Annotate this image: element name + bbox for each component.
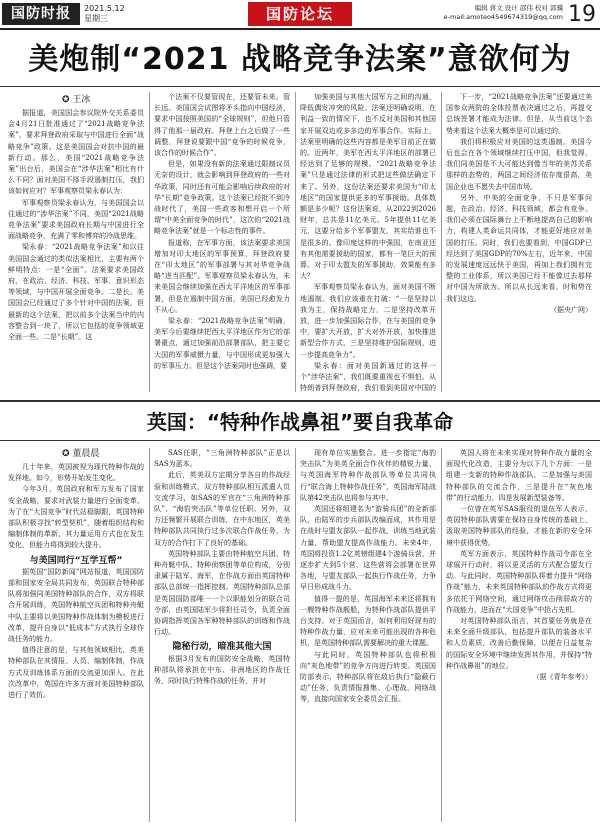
column-divider [441,448,442,822]
date-text: 2021.5.12 [84,4,125,13]
paragraph: 但是，如果没有新的法案通过限制议员无奈的设计，就会影响到拜登政府的一些对华政策，同时还有可能会影响后续政府的对华“长期”竞争政策。这个法案已经批不到冷战时代了，美国一些政客和想开启一个所谓“中美全面竞争的时代”，这次的“2021战略竞争法案”就是一个标志性的事件。 [154,160,290,236]
section-title: 国防论坛 [248,2,352,26]
subheading: 隐秘行动，暗准其他大国 [172,642,272,653]
paragraph: 我们将积极应对美国的这类遏制。美国今后也会在各个领域继续打压中国，但我觉得，我们同美国是不大可能达到像当年的美苏关系那样的态势的，两国之间经济依存度很高，美国企业也不愿失去中国市场。 [446,137,592,191]
weekday-text: 星期三 [84,14,108,23]
divider [0,440,600,441]
article1-byline [62,94,90,106]
article2-column-4 [446,448,592,822]
paragraph: SAS任职，“三角洲特种部队”正是以SAS为蓝本。 [154,449,290,469]
column-divider [295,448,296,822]
source-credit: （据央广网） [550,305,592,314]
masthead [0,0,600,30]
article2-column-3 [300,448,436,822]
newspaper-logo: 国防时报 [2,3,80,25]
paragraph: 与此同时，英国特种部队也将积极向“灰色地带”的竞争方向进行转变。英国国防部表示，特种部队将在敌后执行“隐蔽行动”任务，负责情报搜集、心理战、网络战等，直接向国家安全委员会汇报。 [300,650,436,704]
article2-byline [62,448,99,460]
paragraph: 根据3月发布的国防安全战略，英国特种部队将承担在中东、非洲地区的作战任务，同时执行特殊作战的任务，并对 [154,654,290,686]
paragraph: 值得一提的是，英国海军未来还将拥有一艘特种作战舰船，为特种作战部队提供平台支持。对于英国而言，如何利用好现有的特种作战力量，应对未来可能出现的各种危机，是英国特种部队需要解决的重大课题。 [300,594,436,648]
paragraph: 军事观察员梁永春认为，面对美国不断地遏制。我们应该重在打破：“一是坚持以我为主，保持战略定力，二是坚持改革开放，进一步加强国际合作，在与美国的竞争中，要扩大开放，扩大对外开放，加快推进新型合作方式，三是坚持维护国际规则，进一步提高竞争力”。 [300,283,436,359]
paragraph: 个法案不仅要管现在，还要管未来。管长远。美国国会试图将矛头指向中国经济，要求中国按照美国的“全球规则”，但他只管得了他那一届政府。拜登上台之后做了一些调整，拜登说要跟中国“竞争的时候竞争，该合作的时候合作”。 [154,93,290,158]
issue-date [84,4,125,24]
paragraph: 加强美国与其他大国军方之间的沟通，降低偶发冲突的风险。法案还明确说明，在利益一致的情况下，也不反对美国和其他国家开展双边或多多边的军事合作。实际上，法案里明确的这些内容都是美军目前正在做的。近两年，美军在西太平洋地区的部署已经达到了足够的规模。“2021战略竞争法案”只是通过法律的形式把这些做法确定下来了。另外，这份法案还要求美国为“印太地区”的国家提供更多的军事援助。具体数额是多少呢？这份法案说，从2022到2026财年，总共是11亿美元。5年提供11亿美元，这要分给多个军事盟友，其实给谁也不是很多的。像印度这样的中强国，在南亚还有其他需要援助的国家，都有一笔巨大的预算。对于印太盟友的军事援助，效果能有多大？ [300,93,436,281]
section-divider [0,400,600,402]
divider [0,86,600,87]
article1-column-1 [8,108,144,394]
column-divider [295,92,296,392]
paragraph: 现有单位实施整合。进一步指定“海豹突击队”为美英全面合作伙伴的精锐力量，与英国海军特种作战部队等单位共同执行“联合海上特种作战任务”，英国海军陆战队第42突击队也将参与其中。 [300,449,436,502]
column-divider [149,448,150,822]
paragraph: 梁永春：面对美国新通过的这样一个“涉华法案”，我们既要重视也不惧怕。从特朗普到拜登政府，我们看到美国对中国的 [300,361,436,393]
source-credit: （据《青年参考》） [532,673,592,682]
paragraph: 英国人将在未来实现对特种作战力量的全面现代化改造，主要分为以下几个方面：一是组建一支新的特种作战部队，二是加强与美国特种部队的交流合作，三是提升在“灰色地带”的行动能力，四是发展新型装备等。 [446,449,592,502]
paragraph: 据英国“国防新闻”网站报道，英国国防部和国家安全局共同发布，英国联合特种部队将加强同美国特种部队的合作，双方将联合开展训练，英国特种航空兵团和特种舟艇中队主要将以美国特种作战体制为模板进行改革，提升自身以“低成本”方式执行全球作战任务的能力。 [8,567,144,644]
paragraph: 下一步，“2021战略竞争法案”还要通过美国参众两院的全体投票表决通过之后，再提交总统签署才能成为法律。但是，从当前这个态势来看这个法案大概率是可以通过的。 [446,93,592,135]
article1-headline: 美炮制“2021 战略竞争法案”意欲何为 [28,42,572,77]
article2-headline: 英国：“特种作战鼻祖”要自我革命 [146,410,454,434]
paragraph: 英国特种部队主要由特种航空兵团、特种舟艇中队、特种侦察团等单位构成，分别隶属于陆军、海军，在作战方面由英国特种部队总部统一指挥控制。英国特种部队总部是英国国防部唯一一个以职能划分的联合司令部，由英国陆军少将担任司令，负责全面协调指挥英国各军种特种部队的训练和作战行动。 [154,549,290,637]
article1-column-2 [154,92,290,394]
author-mark-icon: ✪ [62,95,73,105]
paragraph: 军事观察员梁永春认为，与美国国会以往通过的“涉华法案”不同，美国“2021战略竞争法案”要求美国政府长期与中国进行全面战略竞争，充满了零和博弈的冷战思维。 [8,198,144,241]
paragraph: 几十年来，英国被视为现代特种作战的发祥地。如今，形势开始发生变化。 [8,463,144,483]
paragraph: 一位曾在英军SAS服役的退伍军人表示，英国特种部队需要在保持自身传统的基础上，汲取美国特种部队的经验，才能在新的安全环境中获得优势。 [446,505,592,547]
author-mark-icon: ✪ [62,449,73,459]
article1-column-4 [446,92,592,394]
article1-column-3 [300,92,436,394]
paragraph: 报道称，在军事方面，该法案要求美国增加对印太地区的军事预算，拜登政府要在“印太地区”的军事部署与其对华竞争战略“进当匹配”。军事观察员梁永春认为，未来美国会继续加强在西太平洋地区的军事部署，但是在遏制中国方面，美国已经愈发力不从心。 [154,238,290,314]
editors-text: 编辑 蒋文 设计 邵伟 校对 郭骥 [474,4,563,12]
editor-credits [408,4,563,22]
subheading: 与美国同行“互学互帮” [29,555,123,566]
page-number: 19 [568,2,596,27]
paragraph: 对英国特种部队而言，其首要任务就是在未来全面升级部队，包括提升部队的装备水平和人员素质，改善后勤保障，以便在日益复杂的国际安全环境中继续发挥其作用，并保持“特种作战鼻祖”的地位。 [446,617,592,670]
paragraph: 此后，英美双方定期分享各自的作战经验和训练模式，双方特种部队相互派遣人员交流学习，如SAS的军官在“三角洲特种部队”、“海豹突击队”等单位任职。另外，双方还频繁开展联合训练，在中东地区，英美特种部队共同执行过多次联合作战任务，为双方的合作打下了良好的基础。 [154,471,290,547]
email-text: e-mail:amoteo4549674319@qq.com [443,13,563,21]
author-name: 董晨晨 [72,449,100,459]
paragraph: 另外，中美的全面竞争，不只是军事问题，在政治、经济、科技领域，都会有竞争。我们必须在国际舞台上不断地提高自己的影响力，构建人类命运共同体，才能更好地应对美国的打压。同时，我们也要看到，中国GDP已经达到了美国GDP的70%左右，近年来，中国的发展速度远远快于美国，再加上我们拥有完整的工业体系，所以美国已经不能像过去那样对中国为所欲为。所以从长远来看，时和势在我们这边。 [446,193,592,303]
paragraph: 梁永春：“2021战略竞争法案”和以往美国国会通过的类似法案相比，主要有两个鲜明特点：一是“全面”。法案要求美国政府，在政治、经济、科技、军事、意识形态等领域，与中国开展全面竞争。二是长。美国国会已经通过了多个针对中国的法案，但最新的这个法案，把以前多个法案当中的内容整合到一块了，所以它包括的竞争领域更全面一些。二是“长期”。这 [8,243,144,342]
paragraph: 梁永春：“2021战略竞争法案”明确，美军今后要继续把西太平洋地区作为它的部署重点，通过加强前沿部署部队，把主要它大国的军事威慑力量，与中国形成更加强大的军事压力。但是这个法案同时也强调，要 [154,317,290,370]
paragraph: 英国还将组建名为“游骑兵团”的全新部队，由陆军的步兵部队改编而成，其作用是在战时与盟友部队一起作战，训练当地武装力量，帮助盟友提高作战能力。未来4年，英国将投资1.2亿英镑组建4个游骑兵营，并逐步扩大到5个营，这些营将会部署在世界各地，与盟友部队一起执行作战任务，力争早日形成战斗力。 [300,505,436,592]
paragraph: 值得注意的是，与其他领域相比，英美特种部队在其情报、人员、编制体制，作战方式及训练体系方面的交流更加深入。在此次改革中，英国在许多方面对美国特种部队进行了效仿。 [8,646,144,700]
paragraph: 据报道，美国国会参议院外交关系委员会4月21日批准通过了“2021战略竞争法案”，要求拜登政府采取与中国进行全面“战略竞争”政策。这是美国国会对抗中国的最新行动。那么，美国“2021战略竞争法案”出台后，美国会在“涉华法案”相比有什么不同？面对美国不择手段遏制打压，我们该如何应对？军事观察员梁永春认为： [8,109,144,196]
column-divider [149,92,150,392]
paragraph: 英军方面表示，英国特种作战司令部在全球展开行动时，将以更灵活的方式配合盟友行动。与此同时，英国特种部队将着力提升“网络作战”能力，未来英国特种部队的作战方式将更多依托于网络空间，通过网络攻击削弱敌方的作战能力，进而在“大国竞争”中抢占先机。 [446,549,592,614]
column-divider [441,92,442,392]
article2-column-2 [154,448,290,822]
article2-column-1 [8,462,144,822]
paragraph: 今年3月，英国政府和军方发布了国家安全战略，要求对武装力量进行全面变革。为了在“大国竞争”时代站稳脚跟，英国特种部队积极寻找“转型契机”，随着组织结构和编制体制的革新，其力量运用方式也在发生变化，但能力将得到较大提升。 [8,485,144,550]
author-name: 王冰 [72,95,91,105]
